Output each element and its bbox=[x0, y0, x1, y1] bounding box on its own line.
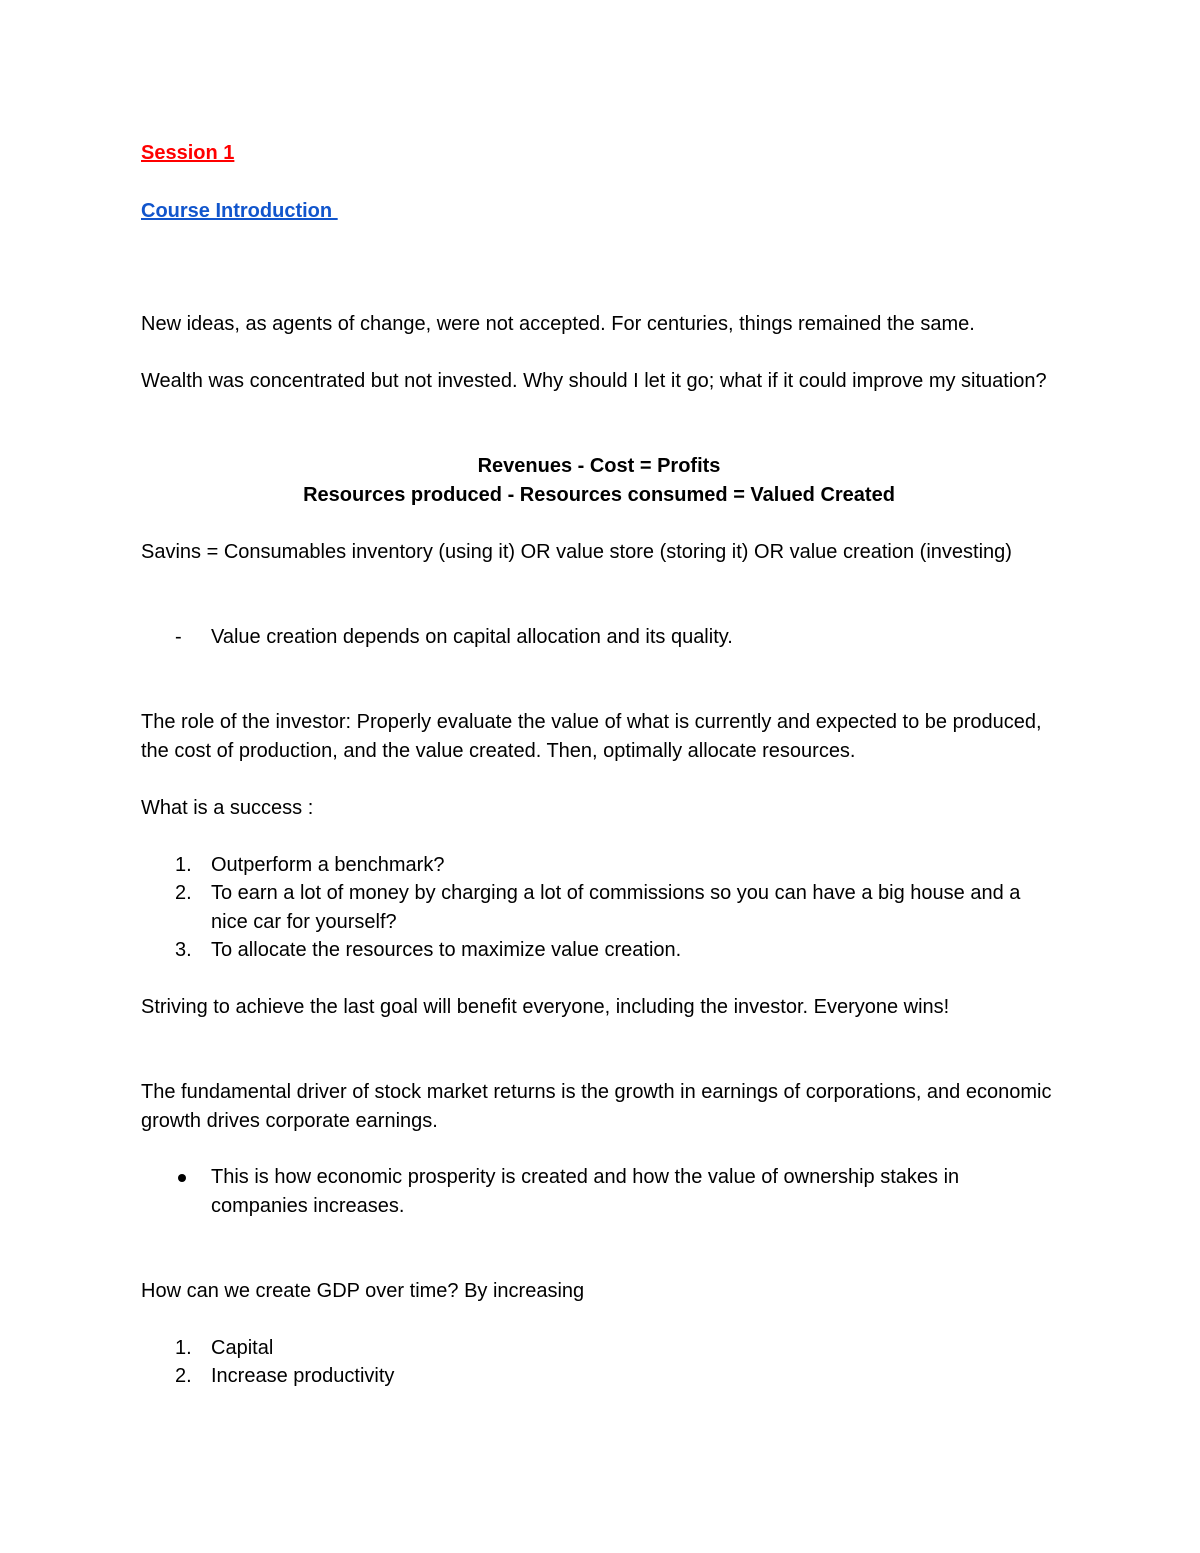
list-number: 1. bbox=[175, 1337, 192, 1359]
list-item-text: To earn a lot of money by charging a lot of commissions so you can have a big house and a nice car for yourself? bbox=[211, 882, 1021, 933]
list-number: 1. bbox=[175, 854, 192, 876]
paragraph-new-ideas: New ideas, as agents of change, were not accepted. For centuries, things remained the same. bbox=[141, 313, 975, 335]
formula-value-created: Resources produced - Resources consumed = Valued Created bbox=[303, 484, 895, 506]
list-number: 2. bbox=[175, 1365, 192, 1387]
session-title: Session 1 bbox=[141, 142, 235, 164]
formula-profits: Revenues - Cost = Profits bbox=[477, 455, 721, 477]
document-page bbox=[141, 0, 1057, 1553]
paragraph-everyone-wins: Striving to achieve the last goal will benefit everyone, including the investor. Everyone wins! bbox=[141, 996, 950, 1018]
paragraph-savins: Savins = Consumables inventory (using it) OR value store (storing it) OR value creation (investing) bbox=[141, 541, 1012, 563]
paragraph-wealth: Wealth was concentrated but not invested. Why should I let it go; what if it could improve my situation? bbox=[141, 370, 1047, 392]
list-number: 3. bbox=[175, 939, 192, 961]
bullet-item-text: This is how economic prosperity is created and how the value of ownership stakes in companies increases. bbox=[211, 1166, 960, 1217]
course-introduction-link[interactable]: Course Introduction bbox=[141, 200, 338, 222]
list-item-text: To allocate the resources to maximize value creation. bbox=[211, 939, 682, 961]
paragraph-investor-role: The role of the investor: Properly evaluate the value of what is currently and expected to be produced, the cost of production, and the value created. Then, optimally allocate resources. bbox=[141, 711, 1042, 762]
dash-marker: - bbox=[175, 626, 182, 648]
paragraph-gdp-question: How can we create GDP over time? By increasing bbox=[141, 1280, 585, 1302]
list-number: 2. bbox=[175, 882, 192, 904]
list-item-text: Capital bbox=[211, 1337, 274, 1359]
bullet-icon bbox=[178, 1174, 186, 1182]
list-item-text: Increase productivity bbox=[211, 1365, 395, 1387]
dash-item-text: Value creation depends on capital allocation and its quality. bbox=[211, 626, 733, 648]
paragraph-fundamental-driver: The fundamental driver of stock market returns is the growth in earnings of corporations, and economic growth drives corporate earnings. bbox=[141, 1081, 1052, 1132]
paragraph-success-question: What is a success : bbox=[141, 797, 314, 819]
list-item-text: Outperform a benchmark? bbox=[211, 854, 445, 876]
